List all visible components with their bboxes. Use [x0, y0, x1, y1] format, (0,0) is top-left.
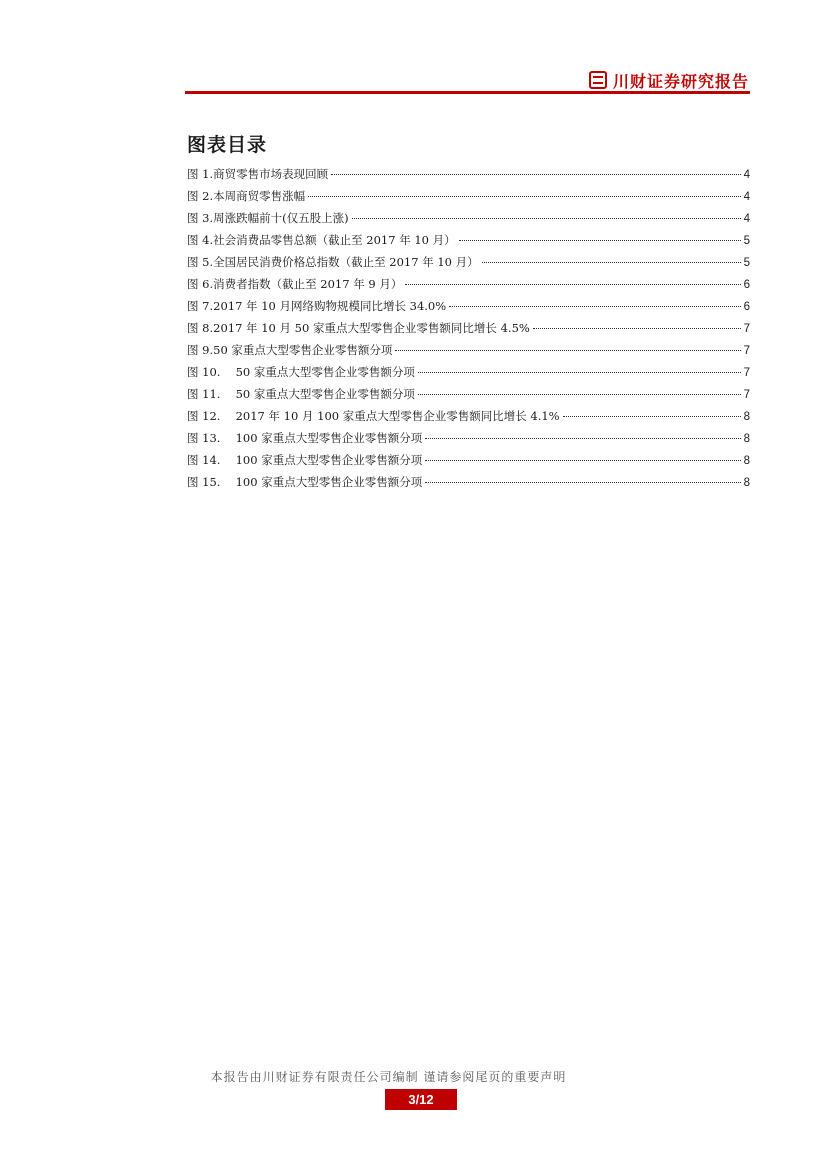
toc-item-label: 图 10. 50 家重点大型零售企业零售额分项	[187, 365, 415, 379]
toc-item-page: 8	[743, 411, 750, 423]
toc-item[interactable]	[187, 254, 750, 276]
toc-item-label: 图 1.商贸零售市场表现回顾	[187, 167, 329, 181]
toc-item-label: 图 11. 50 家重点大型零售企业零售额分项	[187, 387, 415, 401]
brand-name: 川财证券研究报告	[612, 71, 749, 91]
toc-leader-dots	[405, 284, 740, 285]
toc-item[interactable]	[187, 342, 750, 364]
toc-item-label: 图 9.50 家重点大型零售企业零售额分项	[187, 343, 393, 357]
toc-leader-dots	[533, 328, 741, 329]
toc-item[interactable]	[187, 430, 750, 452]
toc-item[interactable]	[187, 232, 750, 254]
toc-leader-dots	[459, 240, 741, 241]
toc-leader-dots	[482, 262, 741, 263]
toc-leader-dots	[425, 438, 740, 439]
toc-leader-dots	[308, 196, 740, 197]
toc-item-page: 4	[743, 191, 750, 203]
toc-item-page: 5	[743, 257, 750, 269]
toc-item[interactable]	[187, 320, 750, 342]
toc-item[interactable]	[187, 276, 750, 298]
toc-item-page: 7	[743, 345, 750, 357]
footer-disclaimer: 本报告由川财证券有限责任公司编制 谨请参阅尾页的重要声明	[210, 1070, 567, 1084]
toc-item-page: 5	[743, 235, 750, 247]
toc-item-page: 4	[743, 169, 750, 181]
toc-item-label: 图 2.本周商贸零售涨幅	[187, 189, 306, 203]
toc-item[interactable]	[187, 474, 750, 496]
header-divider	[185, 91, 750, 94]
toc-leader-dots	[449, 306, 740, 307]
toc-item[interactable]	[187, 166, 750, 188]
toc-item-page: 6	[743, 301, 750, 313]
toc-item[interactable]	[187, 210, 750, 232]
toc-item-page: 7	[743, 389, 750, 401]
toc-item-page: 4	[743, 213, 750, 225]
toc-leader-dots	[418, 372, 741, 373]
toc-item-page: 6	[743, 279, 750, 291]
page-number-badge: 3/12	[385, 1089, 457, 1110]
toc-list	[187, 166, 750, 496]
toc-item[interactable]	[187, 364, 750, 386]
header-brand	[589, 66, 749, 94]
brand-logo-icon	[589, 71, 607, 89]
toc-leader-dots	[395, 350, 740, 351]
toc-item-page: 8	[743, 477, 750, 489]
toc-item[interactable]	[187, 386, 750, 408]
toc-item-label: 图 6.消费者指数（截止至 2017 年 9 月）	[187, 277, 403, 291]
toc-item-label: 图 5.全国居民消费价格总指数（截止至 2017 年 10 月）	[187, 255, 479, 269]
toc-item-page: 7	[743, 323, 750, 335]
toc-leader-dots	[425, 460, 740, 461]
toc-item[interactable]	[187, 298, 750, 320]
toc-item-label: 图 7.2017 年 10 月网络购物规模同比增长 34.0%	[187, 299, 447, 313]
toc-item-label: 图 3.周涨跌幅前十(仅五股上涨)	[187, 211, 349, 225]
toc-item-label: 图 4.社会消费品零售总额（截止至 2017 年 10 月）	[187, 233, 456, 247]
toc-item[interactable]	[187, 188, 750, 210]
toc-item-label: 图 15. 100 家重点大型零售企业零售额分项	[187, 475, 423, 489]
toc-item-label: 图 12. 2017 年 10 月 100 家重点大型零售企业零售额同比增长 4.1%	[187, 409, 560, 423]
toc-item[interactable]	[187, 452, 750, 474]
toc-item-label: 图 14. 100 家重点大型零售企业零售额分项	[187, 453, 423, 467]
toc-leader-dots	[563, 416, 741, 417]
toc-item-page: 8	[743, 433, 750, 445]
toc-leader-dots	[352, 218, 741, 219]
toc-item-page: 7	[743, 367, 750, 379]
toc-leader-dots	[425, 482, 740, 483]
toc-title: 图表目录	[187, 134, 268, 156]
toc-leader-dots	[418, 394, 741, 395]
toc-item-page: 8	[743, 455, 750, 467]
toc-leader-dots	[331, 174, 740, 175]
toc-item[interactable]	[187, 408, 750, 430]
toc-item-label: 图 13. 100 家重点大型零售企业零售额分项	[187, 431, 423, 445]
toc-item-label: 图 8.2017 年 10 月 50 家重点大型零售企业零售额同比增长 4.5%	[187, 321, 530, 335]
